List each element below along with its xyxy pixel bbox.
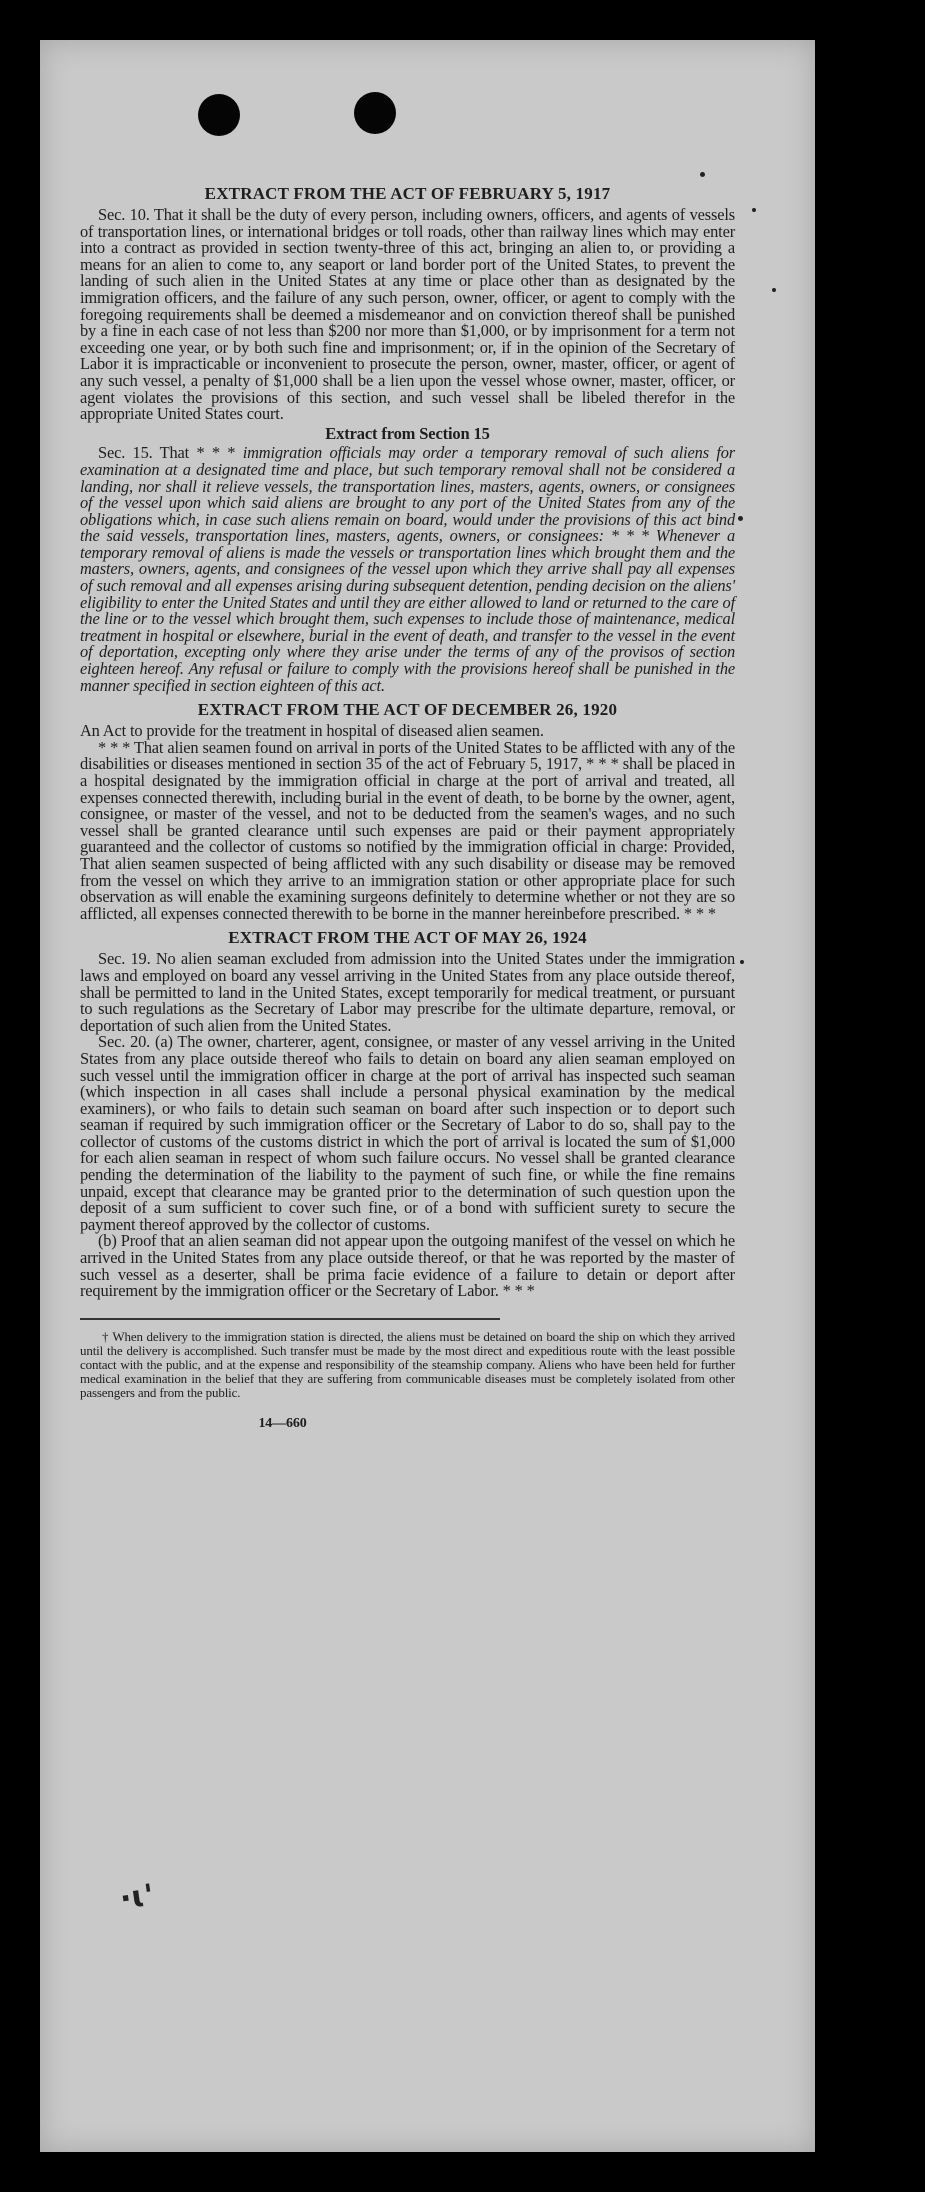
- section-15-body: immigration officials may order a temporary removal of such aliens for examination at a designated time and place, but such temporary removal shall not be considered a landing, nor shall it relieve vessels, the transportation lines, masters, agents, owners, or consignees of the vessel upon which said aliens are brought to any port of the United States from any of the obligations which, in case such aliens remain on board, would under the provisions of this act bind the said vessels, transportation lines, masters, agents, owners, or consignees: * * * Whenever a temporary removal of aliens is made the vessels or transportation lines which brought them and the masters, owners, agents, and consignees of the vessel upon which they arrive shall pay all expenses of such removal and all expenses arising during subsequent detention, pending decision on the aliens' eligibility to enter the United States and until they are either allowed to land or returned to the care of the line or to the vessel which brought them, such expenses to include those of maintenance, medical treatment in hospital or elsewhere, burial in the event of death, and transfer to the vessel in the event of deportation, excepting only where they arise under the terms of any of the provisos of section eighteen hereof. Any refusal or failure to comply with the provisions hereof shall be punished in the manner specified in section eighteen of this act.: [80, 443, 735, 695]
- section-15-heading: Extract from Section 15: [325, 423, 490, 443]
- document-text: [80, 178, 735, 1432]
- section-10-paragraph: Sec. 10. That it shall be the duty of every person, including owners, officers, and agents of vessels of transportation lines, or international bridges or toll roads, other than railway lines which may enter into a contract as provided in section twenty-three of this act, bringing an alien to, or providing a means for an alien to come to, any seaport or land border port of the United States, to prevent the landing of such alien in the United States at any time or place other than as designated by the immigration officers, and the failure of any such person, owner, officer, or agent to comply with the foregoing requirements shall be deemed a misdemeanor and on conviction thereof shall be punished by a fine in each case of not less than $200 nor more than $1,000, or by imprisonment for a term not exceeding one year, or by both such fine and imprisonment; or, if in the opinion of the Secretary of Labor it is impracticable or inconvenient to prosecute the person, owner, master, officer, or agent of any such vessel, a penalty of $1,000 shall be a lien upon the vessel whose owner, master, officer, or agent violates the provisions of this section, and such vessel shall be libeled therefor in the appropriate United States court.: [80, 205, 735, 424]
- punch-hole-left: [198, 94, 240, 136]
- pencil-mark: ·ɩꞌ: [117, 1877, 157, 1918]
- section-20b-paragraph: (b) Proof that an alien seaman did not appear upon the outgoing manifest of the vessel on which he arrived in the United States from any place outside thereof, or that he was reported by the master of such vessel as a deserter, shall be prima facie evidence of a failure to detain or deport after requirement by the immigration officer or the Secretary of Labor. * * *: [80, 1231, 735, 1301]
- speck-mark: [740, 960, 744, 964]
- section-15-lead: Sec. 15. That * * *: [98, 443, 236, 463]
- punch-hole-right: [354, 92, 396, 134]
- section-15-paragraph: [80, 445, 735, 694]
- speck-mark: [752, 208, 756, 212]
- page-code: 14—660: [258, 1415, 307, 1431]
- act-1920-intro: An Act to provide for the treatment in hospital of diseased alien seamen.: [80, 721, 544, 741]
- speck-mark: [700, 172, 705, 177]
- section-1917-heading: EXTRACT FROM THE ACT OF FEBRUARY 5, 1917: [204, 184, 611, 203]
- footnote-divider: [80, 1318, 500, 1320]
- speck-mark: [772, 288, 776, 292]
- act-1920-paragraph: * * * That alien seamen found on arrival in ports of the United States to be afflicted with any of the disabilities or diseases mentioned in section 35 of the act of February 5, 1917, * * * shall be placed in a hospital designated by the immigration official in charge at the port of arrival and treated, all expenses connected therewith, including burial in the event of death, to be borne by the owner, agent, consignee, or master of the vessel, and not to be deducted from the seamen's wages, and no such vessel shall be granted clearance until such expenses are paid or their payment appropriately guaranteed and the collector of customs so notified by the immigration official in charge: Provided, That alien seamen suspected of being afflicted with any such disability or disease may be removed from the vessel on which they arrive to an immigration station or other appropriate place for such observation as will enable the examining surgeons definitely to determine whether or not they are so afflicted, all expenses connected therewith to be borne in the manner hereinbefore prescribed. * * *: [80, 737, 735, 923]
- section-19-paragraph: Sec. 19. No alien seaman excluded from admission into the United States under the immigration laws and employed on board any vessel arriving in the United States from any place outside thereof, shall be permitted to land in the United States, except temporarily for medical treatment, or pursuant to such regulations as the Secretary of Labor may prescribe for the ultimate departure, removal, or deportation of such alien from the United States.: [80, 949, 735, 1035]
- section-1920-heading: EXTRACT FROM THE ACT OF DECEMBER 26, 1920: [197, 700, 618, 720]
- section-1924-heading: EXTRACT FROM THE ACT OF MAY 26, 1924: [228, 928, 587, 948]
- section-20a-paragraph: Sec. 20. (a) The owner, charterer, agent, consignee, or master of any vessel arriving in the United States from any place outside thereof who fails to detain on board any alien seaman employed on such vessel until the immigration officer in charge at the port of arrival has inspected such seaman (which inspection in all cases shall include a personal physical examination by the medical examiners), or who fails to detain such seaman on board after such inspection or to deport such seaman if required by such immigration officer or the Secretary of Labor to do so, shall pay to the collector of customs of the customs district in which the port of arrival is located the sum of $1,000 for each alien seaman in respect of whom such failure occurs. No vessel shall be granted clearance pending the determination of the liability to the payment of such fine, or while the fine remains unpaid, except that clearance may be granted prior to the determination of such question upon the deposit of a sum sufficient to cover such fine, or of a bond with sufficient surety to secure the payment thereof approved by the collector of customs.: [80, 1032, 735, 1234]
- footnote: † When delivery to the immigration station is directed, the aliens must be detained on board the ship on which they arrived until the delivery is accomplished. Such transfer must be made by the most direct and expeditious route with the least possible contact with the public, and at the expense and responsibility of the steamship company. Aliens who have been held for further medical examination in the belief that they are suffering from communicable diseases must be completely isolated from other passengers and from the public.: [80, 1328, 735, 1400]
- speck-mark: [738, 516, 743, 521]
